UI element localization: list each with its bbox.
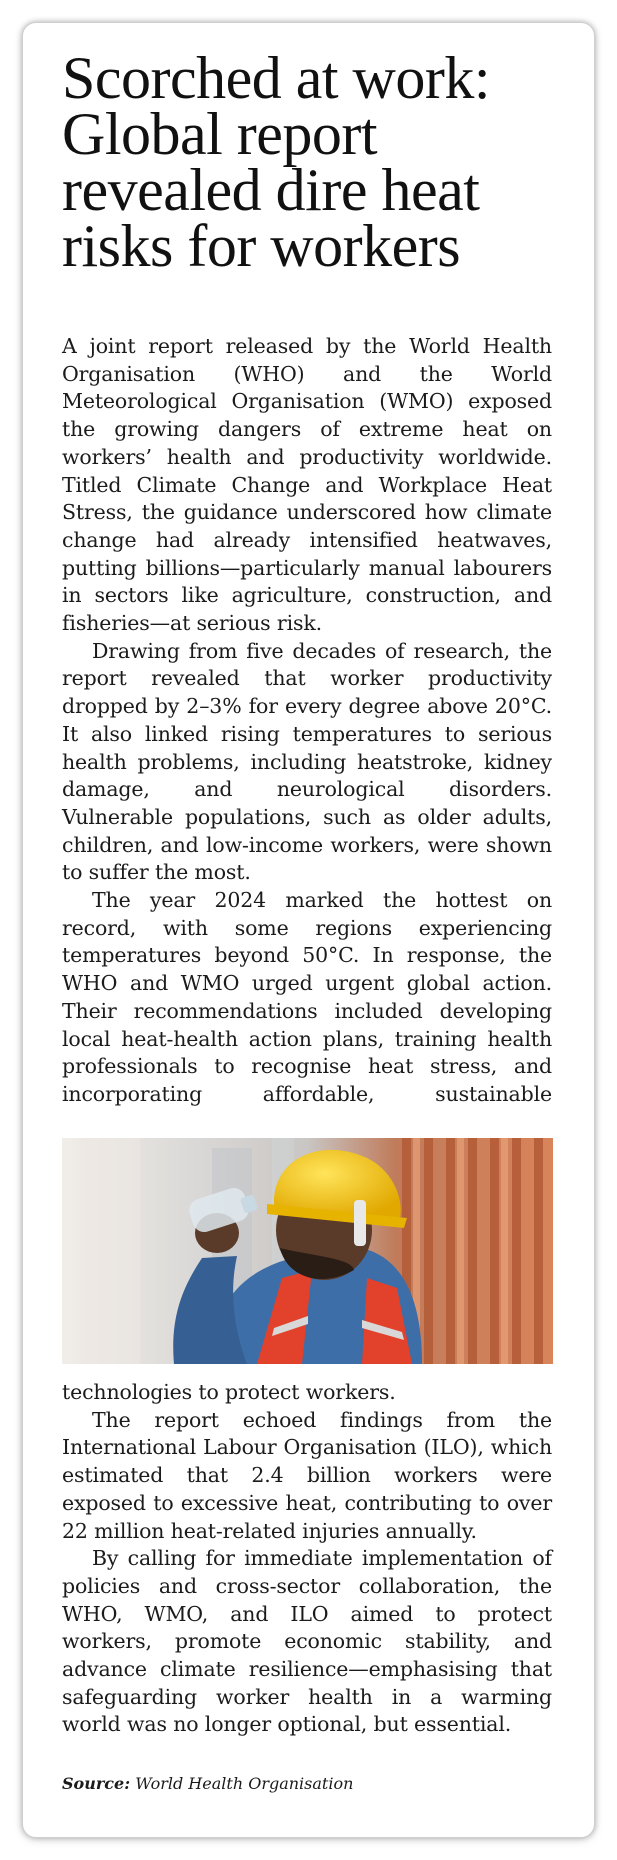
paragraph-ilo-findings: The report echoed findings from the International Labour Organisation (ILO), which estimated that 2.4 billion workers were exposed to excessive heat, contributing to over 22 million heat-related injuries annually. [62,1407,552,1543]
source-label: Source: [62,1774,131,1793]
source-name: World Health Organisation [135,1774,354,1793]
worker-drinking-water-photo [62,1138,553,1364]
article-body-bottom [62,1379,552,1739]
headline: Scorched at work: Global report revealed dire heat risks for workers [62,45,491,279]
source-credit [62,1774,353,1793]
paragraph-intro: A joint report released by the World Health Organisation (WHO) and the World Meteorological Organisation (WMO) exposed the growing dangers of extreme heat on workers’ health and productivity worldwide. Titled Climate Change and Workplace Heat Stress, the guidance underscored how climate change had already intensified heatwaves, putting billions—particularly manual labourers in sectors like agriculture, construction, and fisheries—at serious risk. [62,334,552,636]
article-body-top [62,333,552,1109]
paragraph-record-heat: The year 2024 marked the hottest on record, with some regions experiencing temperatures beyond 50°C. In response, the WHO and WMO urged urgent global action. Their recommendations included developing local heat-health action plans, training health professionals to recognise heat stress, and incorporating affordable, sustainable [62,888,552,1106]
paragraph-research: Drawing from five decades of research, the report revealed that worker productivity dropped by 2–3% for every degree above 20°C. It also linked rising temperatures to serious health problems, including heatstroke, kidney damage, and neurological disorders. Vulnerable populations, such as older adults, children, and low-income workers, were shown to suffer the most. [62,638,552,885]
paragraph-conclusion: By calling for immediate implementation of policies and cross-sector collaboration, the WHO, WMO, and ILO aimed to protect workers, promote economic stability, and advance climate resilience—emphasising that safeguarding worker health in a warming world was no longer optional, but essential. [62,1546,552,1737]
paragraph-continuation: technologies to protect workers. [62,1380,396,1404]
